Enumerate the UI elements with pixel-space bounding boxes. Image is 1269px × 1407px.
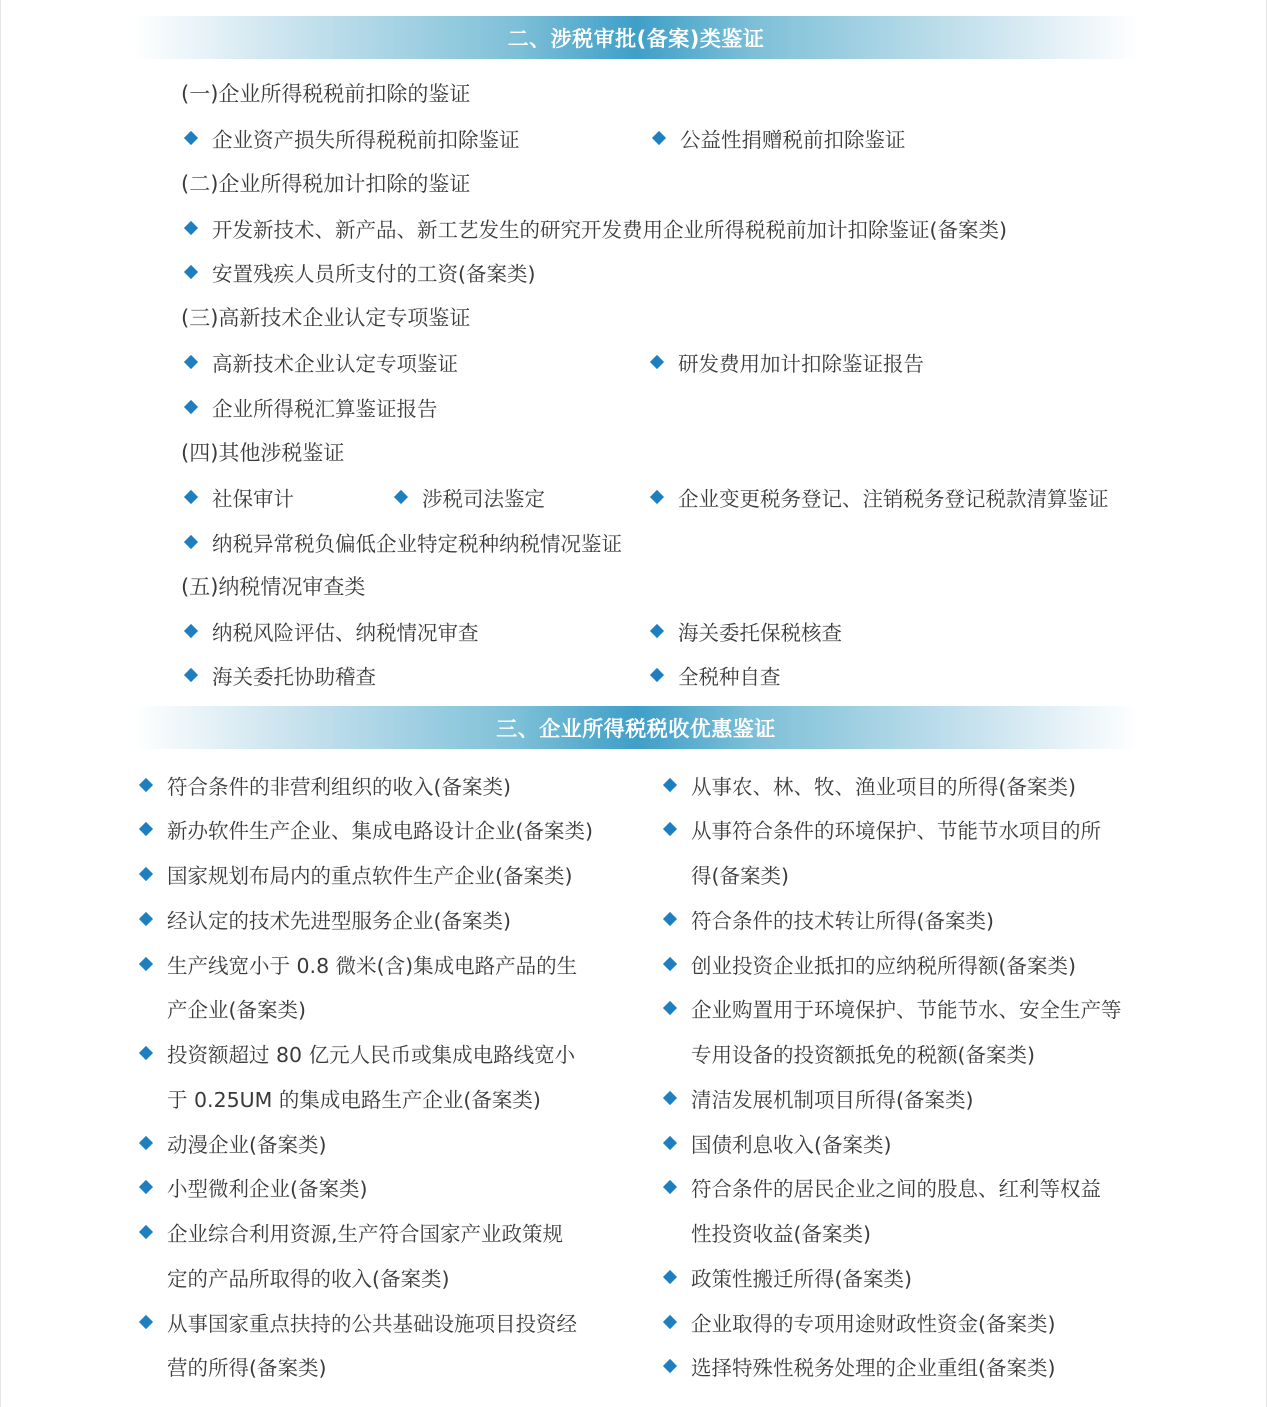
list-item-label: 新办软件生产企业、集成电路设计企业(备案类) bbox=[167, 819, 593, 843]
diamond-bullet-icon bbox=[652, 131, 666, 145]
group-2-heading: (二)企业所得税加计扣除的鉴证 bbox=[181, 172, 471, 196]
diamond-bullet-icon bbox=[184, 535, 198, 549]
list-item bbox=[663, 949, 1076, 979]
list-item-label: 企业资产损失所得税税前扣除鉴证 bbox=[212, 128, 520, 152]
list-item-label: 企业综合利用资源,生产符合国家产业政策规 bbox=[167, 1222, 564, 1246]
list-item-label: 创业投资企业抵扣的应纳税所得额(备案类) bbox=[691, 954, 1076, 978]
diamond-bullet-icon bbox=[663, 1091, 677, 1105]
list-item bbox=[184, 482, 294, 512]
diamond-bullet-icon bbox=[663, 1180, 677, 1194]
diamond-bullet-icon bbox=[663, 778, 677, 792]
diamond-bullet-icon bbox=[663, 1270, 677, 1284]
diamond-bullet-icon bbox=[184, 265, 198, 279]
diamond-bullet-icon bbox=[139, 1180, 153, 1194]
list-item-label: 海关委托协助稽查 bbox=[212, 665, 376, 689]
diamond-bullet-icon bbox=[139, 778, 153, 792]
list-item-label: 小型微利企业(备案类) bbox=[167, 1177, 368, 1201]
list-item-continuation: 产企业(备案类) bbox=[167, 998, 306, 1022]
list-item bbox=[139, 1307, 577, 1337]
list-item bbox=[650, 616, 842, 646]
diamond-bullet-icon bbox=[139, 957, 153, 971]
list-item bbox=[663, 1128, 892, 1158]
list-item bbox=[184, 213, 1007, 243]
diamond-bullet-icon bbox=[139, 1315, 153, 1329]
list-item-label: 符合条件的居民企业之间的股息、红利等权益 bbox=[691, 1177, 1101, 1201]
diamond-bullet-icon bbox=[663, 1315, 677, 1329]
section-3-title: 三、企业所得税税收优惠鉴证 bbox=[496, 716, 776, 741]
list-item bbox=[184, 123, 520, 153]
list-item bbox=[139, 814, 593, 844]
diamond-bullet-icon bbox=[663, 957, 677, 971]
list-item-label: 投资额超过 80 亿元人民币或集成电路线宽小 bbox=[167, 1043, 576, 1067]
list-item-label: 国家规划布局内的重点软件生产企业(备案类) bbox=[167, 864, 573, 888]
list-item-label: 从事农、林、牧、渔业项目的所得(备案类) bbox=[691, 775, 1076, 799]
group-4-heading: (四)其他涉税鉴证 bbox=[181, 441, 345, 465]
diamond-bullet-icon bbox=[184, 490, 198, 504]
list-item bbox=[650, 660, 781, 690]
diamond-bullet-icon bbox=[650, 668, 664, 682]
diamond-bullet-icon bbox=[663, 1359, 677, 1373]
list-item-label: 公益性捐赠税前扣除鉴证 bbox=[680, 128, 906, 152]
diamond-bullet-icon bbox=[184, 221, 198, 235]
list-item-label: 国债利息收入(备案类) bbox=[691, 1133, 892, 1157]
group-5-heading: (五)纳税情况审查类 bbox=[181, 575, 366, 599]
diamond-bullet-icon bbox=[139, 1136, 153, 1150]
list-item-continuation: 得(备案类) bbox=[691, 864, 789, 888]
group-1-heading: (一)企业所得税税前扣除的鉴证 bbox=[181, 82, 471, 106]
list-item bbox=[394, 482, 545, 512]
list-item-label: 企业变更税务登记、注销税务登记税款清算鉴证 bbox=[678, 487, 1109, 511]
list-item-label: 政策性搬迁所得(备案类) bbox=[691, 1267, 912, 1291]
list-item-label: 生产线宽小于 0.8 微米(含)集成电路产品的生 bbox=[167, 954, 578, 978]
list-item bbox=[663, 1351, 1056, 1381]
diamond-bullet-icon bbox=[139, 1225, 153, 1239]
list-item bbox=[663, 1262, 912, 1292]
list-item bbox=[652, 123, 906, 153]
diamond-bullet-icon bbox=[663, 912, 677, 926]
list-item bbox=[139, 1172, 368, 1202]
list-item bbox=[650, 482, 1109, 512]
diamond-bullet-icon bbox=[650, 490, 664, 504]
diamond-bullet-icon bbox=[663, 822, 677, 836]
diamond-bullet-icon bbox=[663, 1136, 677, 1150]
list-item-label: 安置残疾人员所支付的工资(备案类) bbox=[212, 262, 536, 286]
list-item-label: 开发新技术、新产品、新工艺发生的研究开发费用企业所得税税前加计扣除鉴证(备案类) bbox=[212, 218, 1007, 242]
list-item-label: 企业购置用于环境保护、节能节水、安全生产等 bbox=[691, 998, 1122, 1022]
list-item-label: 企业取得的专项用途财政性资金(备案类) bbox=[691, 1312, 1056, 1336]
list-item-label: 动漫企业(备案类) bbox=[167, 1133, 327, 1157]
list-item-label: 纳税异常税负偏低企业特定税种纳税情况鉴证 bbox=[212, 532, 622, 556]
list-item-continuation: 营的所得(备案类) bbox=[167, 1356, 327, 1380]
list-item-label: 从事国家重点扶持的公共基础设施项目投资经 bbox=[167, 1312, 577, 1336]
diamond-bullet-icon bbox=[184, 624, 198, 638]
list-item bbox=[139, 904, 511, 934]
list-item-label: 符合条件的技术转让所得(备案类) bbox=[691, 909, 994, 933]
diamond-bullet-icon bbox=[139, 1046, 153, 1060]
list-item-label: 全税种自查 bbox=[678, 665, 781, 689]
list-item-label: 经认定的技术先进型服务企业(备案类) bbox=[167, 909, 511, 933]
list-item bbox=[184, 257, 536, 287]
diamond-bullet-icon bbox=[139, 867, 153, 881]
diamond-bullet-icon bbox=[139, 822, 153, 836]
section-2-banner bbox=[133, 16, 1139, 59]
list-item-label: 涉税司法鉴定 bbox=[422, 487, 545, 511]
list-item-label: 从事符合条件的环境保护、节能节水项目的所 bbox=[691, 819, 1101, 843]
diamond-bullet-icon bbox=[650, 624, 664, 638]
diamond-bullet-icon bbox=[394, 490, 408, 504]
list-item bbox=[184, 616, 479, 646]
list-item bbox=[663, 1172, 1101, 1202]
diamond-bullet-icon bbox=[139, 912, 153, 926]
diamond-bullet-icon bbox=[184, 668, 198, 682]
list-item bbox=[139, 1128, 327, 1158]
list-item bbox=[139, 770, 511, 800]
list-item bbox=[663, 1083, 974, 1113]
list-item bbox=[663, 770, 1076, 800]
list-item-label: 高新技术企业认定专项鉴证 bbox=[212, 352, 458, 376]
list-item bbox=[184, 527, 622, 557]
list-item-continuation: 性投资收益(备案类) bbox=[691, 1222, 871, 1246]
list-item bbox=[139, 1217, 563, 1247]
list-item-label: 研发费用加计扣除鉴证报告 bbox=[678, 352, 924, 376]
list-item-label: 社保审计 bbox=[212, 487, 294, 511]
list-item-continuation: 定的产品所取得的收入(备案类) bbox=[167, 1267, 450, 1291]
list-item-label: 选择特殊性税务处理的企业重组(备案类) bbox=[691, 1356, 1056, 1380]
list-item bbox=[139, 1038, 575, 1068]
list-item-continuation: 专用设备的投资额抵免的税额(备案类) bbox=[691, 1043, 1035, 1067]
section-3-banner bbox=[133, 706, 1139, 749]
list-item-label: 符合条件的非营利组织的收入(备案类) bbox=[167, 775, 511, 799]
list-item bbox=[184, 392, 438, 422]
list-item bbox=[650, 347, 924, 377]
list-item bbox=[663, 814, 1101, 844]
list-item bbox=[663, 993, 1122, 1023]
list-item-label: 纳税风险评估、纳税情况审查 bbox=[212, 621, 479, 645]
diamond-bullet-icon bbox=[663, 1001, 677, 1015]
list-item bbox=[139, 859, 573, 889]
list-item-label: 清洁发展机制项目所得(备案类) bbox=[691, 1088, 974, 1112]
list-item-label: 海关委托保税核查 bbox=[678, 621, 842, 645]
group-3-heading: (三)高新技术企业认定专项鉴证 bbox=[181, 306, 471, 330]
section-2-title: 二、涉税审批(备案)类鉴证 bbox=[507, 26, 765, 51]
list-item bbox=[184, 347, 458, 377]
list-item bbox=[663, 904, 994, 934]
list-item bbox=[663, 1307, 1056, 1337]
diamond-bullet-icon bbox=[184, 131, 198, 145]
list-item bbox=[139, 949, 577, 979]
list-item-label: 企业所得税汇算鉴证报告 bbox=[212, 397, 438, 421]
diamond-bullet-icon bbox=[184, 400, 198, 414]
list-item-continuation: 于 0.25UM 的集成电路生产企业(备案类) bbox=[167, 1088, 541, 1112]
list-item bbox=[184, 660, 376, 690]
diamond-bullet-icon bbox=[650, 355, 664, 369]
diamond-bullet-icon bbox=[184, 355, 198, 369]
